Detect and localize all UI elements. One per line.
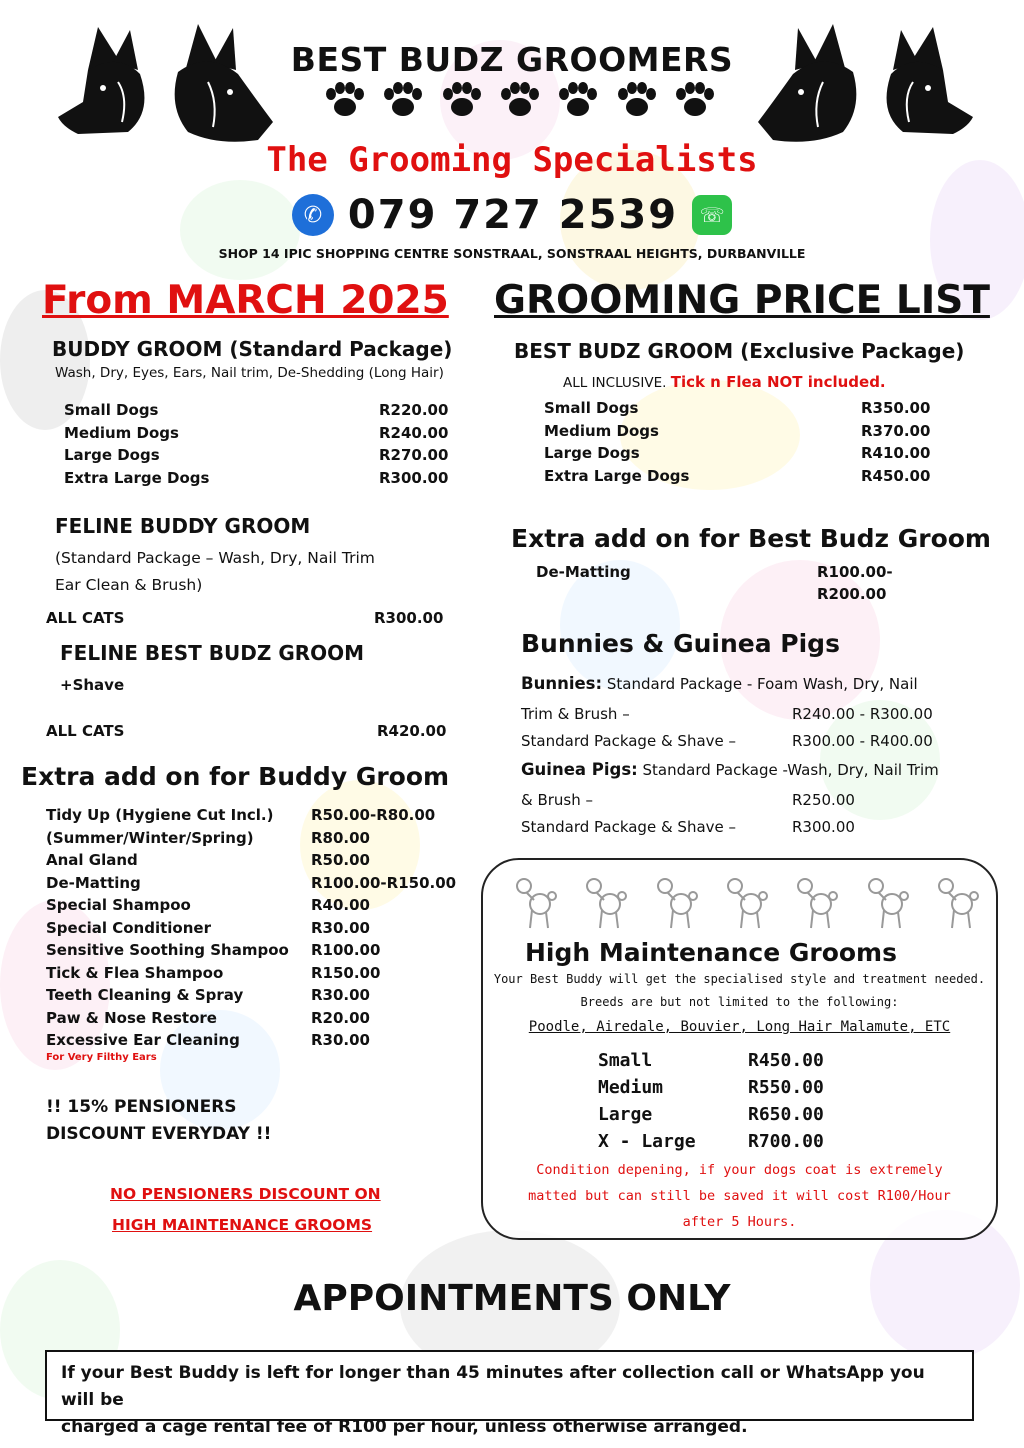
best-budz-groom-price-table — [544, 399, 934, 489]
table-row — [544, 422, 934, 445]
paw-print-icon — [320, 82, 370, 118]
table-row — [46, 806, 466, 829]
bunnies-desc: Standard Package - Foam Wash, Dry, Nail — [606, 675, 918, 693]
table-row — [64, 446, 454, 469]
table-row — [46, 874, 466, 897]
phone-icon[interactable]: ✆ — [292, 194, 334, 236]
row-label: Small Dogs — [544, 399, 639, 417]
table-row — [598, 1104, 824, 1131]
row-label: Large — [598, 1104, 653, 1125]
bunnies-line1 — [521, 674, 918, 693]
row-label: Anal Gland — [46, 851, 138, 869]
row-price: R30.00 — [311, 986, 370, 1004]
shop-name: BEST BUDZ GROOMERS — [290, 40, 734, 79]
row-label: Medium Dogs — [64, 423, 179, 442]
row-price: R300.00 — [379, 468, 449, 487]
extra-buddy-title: Extra add on for Buddy Groom — [21, 762, 450, 791]
row-label: Tidy Up (Hygiene Cut Incl.) — [46, 806, 274, 824]
feline-best-row-label: ALL CATS — [46, 722, 125, 740]
condition-line3: after 5 Hours. — [682, 1214, 797, 1230]
high-maintenance-breeds: Poodle, Airedale, Bouvier, Long Hair Malamute, ETC — [528, 1019, 951, 1035]
table-row — [46, 986, 466, 1009]
condition-line1: Condition depening, if your dogs coat is extremely — [536, 1162, 943, 1178]
row-label: Paw & Nose Restore — [46, 1008, 217, 1027]
table-row — [544, 399, 934, 422]
row-price: R450.00 — [861, 466, 931, 485]
paw-print-icon — [495, 82, 545, 118]
table-row — [598, 1131, 824, 1158]
shop-address: SHOP 14 IPIC SHOPPING CENTRE SONSTRAAL, SONSTRAAL HEIGHTS, DURBANVILLE — [218, 246, 806, 261]
feline-buddy-title: FELINE BUDDY GROOM — [55, 514, 311, 538]
extra-best-price-line1: R100.00- — [817, 563, 893, 581]
table-row — [64, 401, 454, 424]
row-price: R550.00 — [748, 1077, 824, 1098]
poodle-icon — [791, 876, 839, 932]
row-price: R350.00 — [861, 399, 931, 417]
high-maintenance-desc2: Breeds are but not limited to the following: — [580, 995, 899, 1009]
price-list-heading: GROOMING PRICE LIST — [494, 278, 990, 323]
buddy-groom-title: BUDDY GROOM (Standard Package) — [52, 337, 453, 361]
row-label: Extra Large Dogs — [64, 468, 210, 487]
row-label: Large Dogs — [64, 446, 160, 464]
row-price: R410.00 — [861, 444, 931, 462]
row-label: Small — [598, 1050, 653, 1071]
appointments-only-heading: APPOINTMENTS ONLY — [293, 1278, 731, 1319]
paw-print-icon — [378, 82, 428, 118]
poodle-icon — [510, 876, 558, 932]
row-label: Special Conditioner — [46, 918, 211, 937]
bunnies-price2: R300.00 - R400.00 — [792, 732, 933, 750]
extra-best-label: De-Matting — [536, 563, 631, 581]
paw-print-icon — [553, 82, 603, 118]
poodle-icon — [651, 876, 699, 932]
table-row — [598, 1050, 824, 1077]
feline-best-desc: +Shave — [60, 676, 125, 694]
poodle-icon — [580, 876, 628, 932]
row-label: Medium Dogs — [544, 421, 659, 440]
table-row — [46, 851, 466, 874]
pensioners-line1: !! 15% PENSIONERS — [46, 1097, 237, 1117]
bunnies-label: Bunnies: — [521, 674, 603, 693]
table-row — [46, 941, 466, 964]
row-label: (Summer/Winter/Spring) — [46, 828, 254, 847]
bunnies-line2: Trim & Brush – — [521, 705, 630, 723]
notice-line2: charged a cage rental fee of R100 per hour, unless otherwise arranged. — [61, 1417, 748, 1437]
poodle-icon-row — [510, 876, 980, 932]
row-price: R100.00-R150.00 — [311, 873, 457, 892]
phone-row — [0, 192, 1024, 238]
paw-print-icon — [612, 82, 662, 118]
guinea-line2: & Brush – — [521, 791, 594, 809]
best-budz-groom-desc — [563, 373, 886, 391]
table-row — [544, 467, 934, 490]
feline-best-title: FELINE BEST BUDZ GROOM — [60, 641, 365, 665]
feline-best-row-price: R420.00 — [377, 722, 447, 740]
guinea-price2: R300.00 — [792, 818, 855, 836]
condition-line2: matted but can still be saved it will cost R100/Hour — [528, 1188, 951, 1204]
row-price: R30.00 — [311, 1031, 370, 1049]
poodle-icon — [932, 876, 980, 932]
row-label: Excessive Ear Cleaning — [46, 1031, 240, 1049]
cage-rental-notice — [45, 1350, 974, 1437]
buddy-groom-desc: Wash, Dry, Eyes, Ears, Nail trim, De-Shedding (Long Hair) — [55, 365, 444, 381]
bunnies-price1: R240.00 - R300.00 — [792, 705, 933, 723]
extra-buddy-price-table — [46, 806, 466, 1054]
row-price: R50.00-R80.00 — [311, 806, 436, 824]
row-label: Teeth Cleaning & Spray — [46, 986, 244, 1004]
table-row — [544, 444, 934, 467]
guinea-line3: Standard Package & Shave – — [521, 818, 737, 836]
table-row — [46, 919, 466, 942]
poodle-icon — [862, 876, 910, 932]
best-budz-groom-title: BEST BUDZ GROOM (Exclusive Package) — [514, 339, 965, 363]
table-row — [46, 829, 466, 852]
whatsapp-icon[interactable]: ☏ — [692, 195, 732, 235]
row-price: R370.00 — [861, 421, 931, 440]
row-label: Extra Large Dogs — [544, 466, 690, 485]
row-price: R40.00 — [311, 896, 370, 914]
paw-print-row — [320, 82, 720, 118]
row-price: R30.00 — [311, 918, 370, 937]
table-row — [64, 469, 454, 492]
tick-flea-note: Tick n Flea NOT included. — [670, 373, 886, 391]
table-row — [64, 424, 454, 447]
effective-date-heading: From MARCH 2025 — [42, 278, 449, 323]
feline-buddy-row-price: R300.00 — [374, 609, 444, 627]
feline-buddy-row-label: ALL CATS — [46, 609, 125, 627]
row-price: R650.00 — [748, 1104, 824, 1125]
pensioners-line2: DISCOUNT EVERYDAY !! — [46, 1124, 272, 1144]
table-row — [46, 964, 466, 987]
table-row — [46, 1009, 466, 1032]
ear-cleaning-footnote: For Very Filthy Ears — [46, 1052, 157, 1063]
row-price: R700.00 — [748, 1131, 824, 1152]
high-maintenance-title: High Maintenance Grooms — [525, 938, 897, 967]
notice-line1: If your Best Buddy is left for longer than 45 minutes after collection call or WhatsApp you will be — [61, 1363, 925, 1410]
bunnies-title: Bunnies & Guinea Pigs — [521, 629, 840, 658]
table-row — [598, 1077, 824, 1104]
row-price: R50.00 — [311, 851, 370, 869]
row-price: R100.00 — [311, 941, 381, 959]
table-row — [46, 896, 466, 919]
row-label: Sensitive Soothing Shampoo — [46, 941, 289, 959]
row-price: R240.00 — [379, 423, 449, 442]
no-discount-line1: NO PENSIONERS DISCOUNT ON — [110, 1185, 381, 1203]
feline-buddy-desc-line2: Ear Clean & Brush) — [55, 576, 203, 594]
guinea-desc: Standard Package -Wash, Dry, Nail Trim — [642, 761, 939, 779]
row-label: Tick & Flea Shampoo — [46, 963, 224, 982]
row-price: R150.00 — [311, 963, 381, 982]
paw-print-icon — [437, 82, 487, 118]
feline-buddy-desc-line1: (Standard Package – Wash, Dry, Nail Trim — [55, 549, 375, 567]
all-inclusive-text: ALL INCLUSIVE. — [563, 375, 667, 391]
paw-print-icon — [670, 82, 720, 118]
row-label: Large Dogs — [544, 444, 640, 462]
high-maintenance-desc1: Your Best Buddy will get the specialised style and treatment needed. — [493, 972, 986, 986]
buddy-groom-price-table — [64, 401, 454, 491]
table-row — [46, 1031, 466, 1054]
tagline: The Grooming Specialists — [266, 140, 758, 180]
extra-best-price-line2: R200.00 — [817, 585, 887, 603]
guinea-label: Guinea Pigs: — [521, 760, 638, 779]
row-label: X - Large — [598, 1131, 696, 1152]
poodle-icon — [721, 876, 769, 932]
phone-number[interactable]: 079 727 2539 — [347, 192, 679, 238]
row-price: R20.00 — [311, 1008, 370, 1027]
row-label: Small Dogs — [64, 401, 159, 419]
row-price: R80.00 — [311, 828, 370, 847]
row-price: R450.00 — [748, 1050, 824, 1071]
guinea-price1: R250.00 — [792, 791, 855, 809]
row-label: De-Matting — [46, 873, 141, 892]
row-label: Special Shampoo — [46, 896, 191, 914]
row-price: R220.00 — [379, 401, 449, 419]
extra-best-budz-title: Extra add on for Best Budz Groom — [511, 524, 991, 553]
no-discount-line2: HIGH MAINTENANCE GROOMS — [112, 1216, 373, 1234]
guinea-line1 — [521, 760, 939, 779]
bunnies-line3: Standard Package & Shave – — [521, 732, 737, 750]
high-maintenance-price-table — [598, 1050, 824, 1158]
row-price: R270.00 — [379, 446, 449, 464]
row-label: Medium — [598, 1077, 664, 1098]
